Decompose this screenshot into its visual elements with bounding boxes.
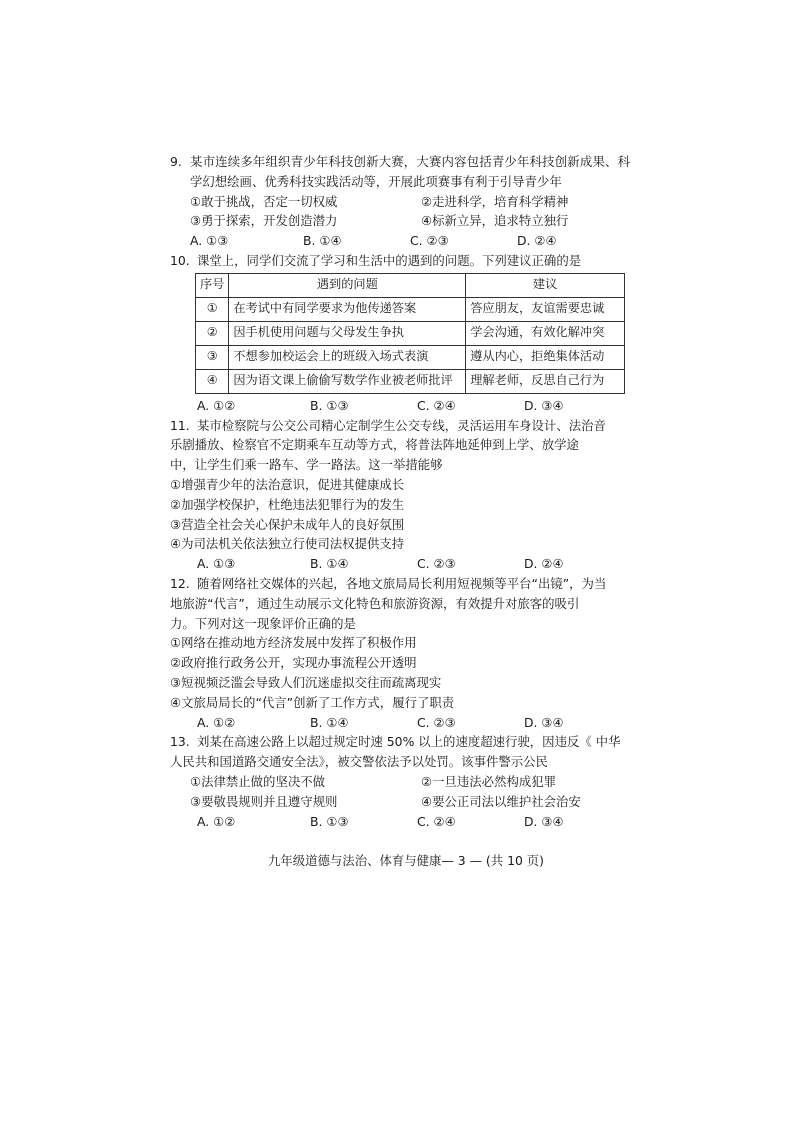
- question-stem-line: 地旅游“代言”，通过生动展示文化特色和旅游资源，有效提升对旅客的吸引: [170, 595, 580, 611]
- choice-b: B. ①③: [310, 813, 349, 829]
- question-stem-line: 力。下列对这一现象评价正确的是: [170, 615, 356, 631]
- question-number: 9.: [170, 154, 182, 169]
- choice-c: C. ②③: [417, 556, 456, 572]
- statement: ①敢于挑战，否定一切权威: [190, 193, 338, 209]
- advice-table: [195, 273, 625, 394]
- table-cell: 遵从内心，拒绝集体活动: [466, 345, 625, 369]
- column-header: 遇到的问题: [229, 273, 466, 297]
- question-stem-line: 人民共和国道路交通安全法》，被交警依法予以处罚。该事件警示公民: [170, 754, 548, 770]
- table-cell: 理解老师，反思自己行为: [466, 369, 625, 393]
- question-number: 10.: [170, 252, 190, 268]
- question-number: 11.: [170, 417, 190, 433]
- question-stem-line: 刘某在高速公路上以超过规定时速 50% 以上的速度超速行驶，因违反《 中华: [197, 734, 621, 750]
- question-12: [170, 574, 630, 732]
- statement: ③短视频泛滥会导致人们沉迷虚拟交往而疏离现实: [170, 674, 442, 690]
- question-11: [170, 416, 630, 574]
- statement: ②一旦违法必然构成犯罪: [421, 773, 557, 789]
- choice-b: B. ①④: [303, 233, 342, 249]
- exam-page: [170, 152, 630, 831]
- statement: ②走进科学，培育科学精神: [421, 193, 569, 209]
- table-cell: 在考试中有同学要求为他传递答案: [229, 297, 466, 321]
- question-number: 13.: [170, 734, 190, 750]
- choice-b: B. ①④: [310, 714, 349, 730]
- table-row: [196, 369, 625, 393]
- question-number: 12.: [170, 575, 190, 591]
- choice-a: A. ①②: [197, 397, 236, 413]
- page-footer: 九年级道德与法治、体育与健康— 3 — (共 10 页): [267, 853, 545, 868]
- question-stem-line: 中，让学生们乘一路车、学一路法。这一举措能够: [170, 457, 443, 473]
- statement: ③要敬畏规则并且遵守规则: [190, 793, 338, 809]
- table-cell: ④: [196, 369, 229, 393]
- statement: ①网络在推动地方经济发展中发挥了积极作用: [170, 635, 417, 651]
- choice-d: D. ③④: [524, 397, 564, 413]
- question-stem-line: 乐剧播放、检察官不定期乘车互动等方式，将普法阵地延伸到上学、放学途: [170, 437, 579, 453]
- column-header: 序号: [196, 273, 229, 297]
- choice-c: C. ②④: [417, 397, 456, 413]
- choice-a: A. ①②: [197, 813, 236, 829]
- table-cell: 因为语文课上偷偷写数学作业被老师批评: [229, 369, 466, 393]
- statement: ④标新立异，追求特立独行: [421, 213, 569, 229]
- choice-c: C. ②③: [410, 233, 449, 249]
- choice-a: A. ①②: [197, 714, 236, 730]
- statement: ②政府推行政务公开，实现办事流程公开透明: [170, 655, 417, 671]
- question-13: [170, 732, 630, 831]
- question-9: [170, 152, 630, 251]
- choice-c: C. ②③: [417, 714, 456, 730]
- question-stem: 某市连续多年组织青少年科技创新大赛，大赛内容包括青少年科技创新成果、科学幻想绘画、优秀科技实践活动等，开展此项赛事有利于引导青少年: [190, 154, 630, 189]
- statement: ③营造全社会关心保护未成年人的良好氛围: [170, 516, 405, 532]
- table-row: [196, 321, 625, 345]
- table-cell: ③: [196, 345, 229, 369]
- table-cell: ②: [196, 321, 229, 345]
- table-cell: 答应朋友，友谊需要忠诚: [466, 297, 625, 321]
- question-10: [170, 251, 630, 416]
- question-stem-line: 随着网络社交媒体的兴起，各地文旅局局长利用短视频等平台“出镜”，为当: [197, 575, 607, 591]
- statement: ④文旅局局长的“代言”创新了工作方式，履行了职责: [170, 694, 455, 710]
- table-header-row: [196, 273, 625, 297]
- choice-b: B. ①④: [310, 556, 349, 572]
- question-stem-line: 某市检察院与公交公司精心定制学生公交专线，灵活运用车身设计、法治音: [197, 417, 606, 433]
- choice-d: D. ②④: [517, 233, 557, 249]
- choice-b: B. ①③: [310, 397, 349, 413]
- statement: ①法律禁止做的坚决不做: [190, 773, 326, 789]
- choice-d: D. ③④: [524, 813, 564, 829]
- column-header: 建议: [466, 273, 625, 297]
- table-row: [196, 297, 625, 321]
- statement: ③勇于探索，开发创造潜力: [190, 213, 338, 229]
- table-row: [196, 345, 625, 369]
- statement: ①增强青少年的法治意识，促进其健康成长: [170, 476, 405, 492]
- statement: ④要公正司法以维护社会治安: [421, 793, 581, 809]
- table-cell: 因手机使用问题与父母发生争执: [229, 321, 466, 345]
- choice-d: D. ②④: [524, 556, 564, 572]
- question-stem: 课堂上，同学们交流了学习和生活中的遇到的问题。下列建议正确的是: [197, 252, 582, 268]
- statement: ④为司法机关依法独立行使司法权提供支持: [170, 536, 405, 552]
- choice-d: D. ③④: [524, 714, 564, 730]
- table-cell: 不想参加校运会上的班级入场式表演: [229, 345, 466, 369]
- choice-a: A. ①③: [190, 233, 229, 249]
- table-cell: ①: [196, 297, 229, 321]
- statement: ②加强学校保护，杜绝违法犯罪行为的发生: [170, 496, 405, 512]
- choice-a: A. ①③: [197, 556, 236, 572]
- choice-c: C. ②④: [417, 813, 456, 829]
- table-cell: 学会沟通，有效化解冲突: [466, 321, 625, 345]
